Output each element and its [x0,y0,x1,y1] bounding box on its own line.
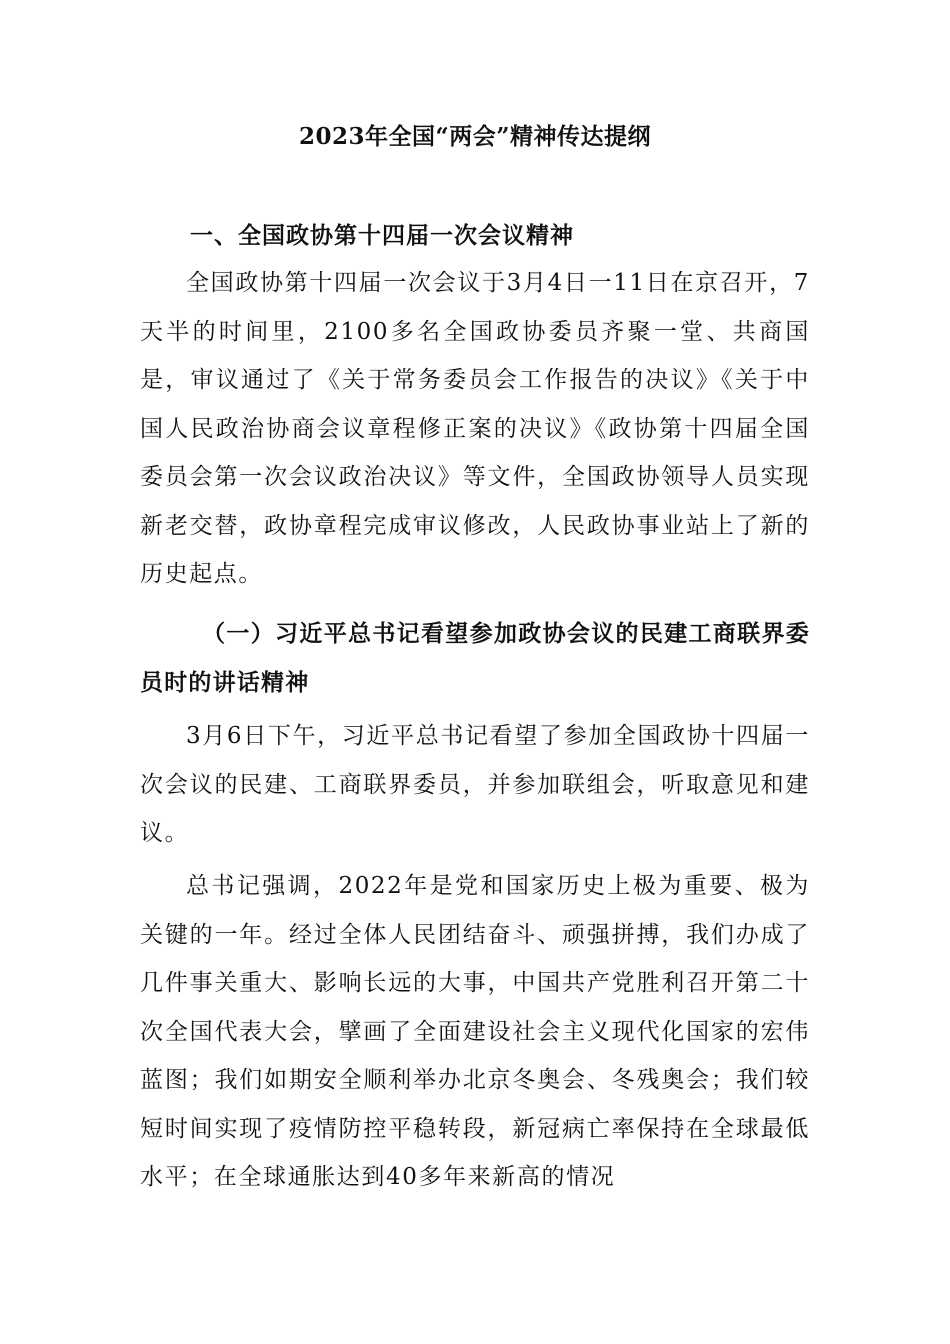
document-title: 2023年全国“两会”精神传达提纲 [299,123,651,150]
section-heading-1: 一、全国政协第十四届一次会议精神 [190,222,574,249]
paragraph-3: 总书记强调，2022年是党和国家历史上极为重要、极为关键的一年。经过全体人民团结奋斗、顽强拼搏，我们办成了几件事关重大、影响长远的大事，中国共产党胜利召开第二十次全国代表大会，擘画了全面建设社会主义现代化国家的宏伟蓝图；我们如期安全顺利举办北京冬奥会、冬残奥会；我们较短时间实现了疫情防控平稳转段，新冠病亡率保持在全球最低水平；在全球通胀达到40多年来新高的情况 [140,873,810,1190]
subsection-heading-1: （一）习近平总书记看望参加政协会议的民建工商联界委员时的讲话精神 [140,620,810,696]
paragraph-1: 全国政协第十四届一次会议于3月4日一11日在京召开，7天半的时间里，2100多名全国政协委员齐聚一堂、共商国是，审议通过了《关于常务委员会工作报告的决议》《关于中国人民政治协商会议章程修正案的决议》《政协第十四届全国委员会第一次会议政治决议》等文件，全国政协领导人员实现新老交替，政协章程完成审议修改，人民政协事业站上了新的历史起点。 [140,270,810,587]
paragraph-2: 3月6日下午，习近平总书记看望了参加全国政协十四届一次会议的民建、工商联界委员，并参加联组会，听取意见和建议。 [140,723,810,846]
